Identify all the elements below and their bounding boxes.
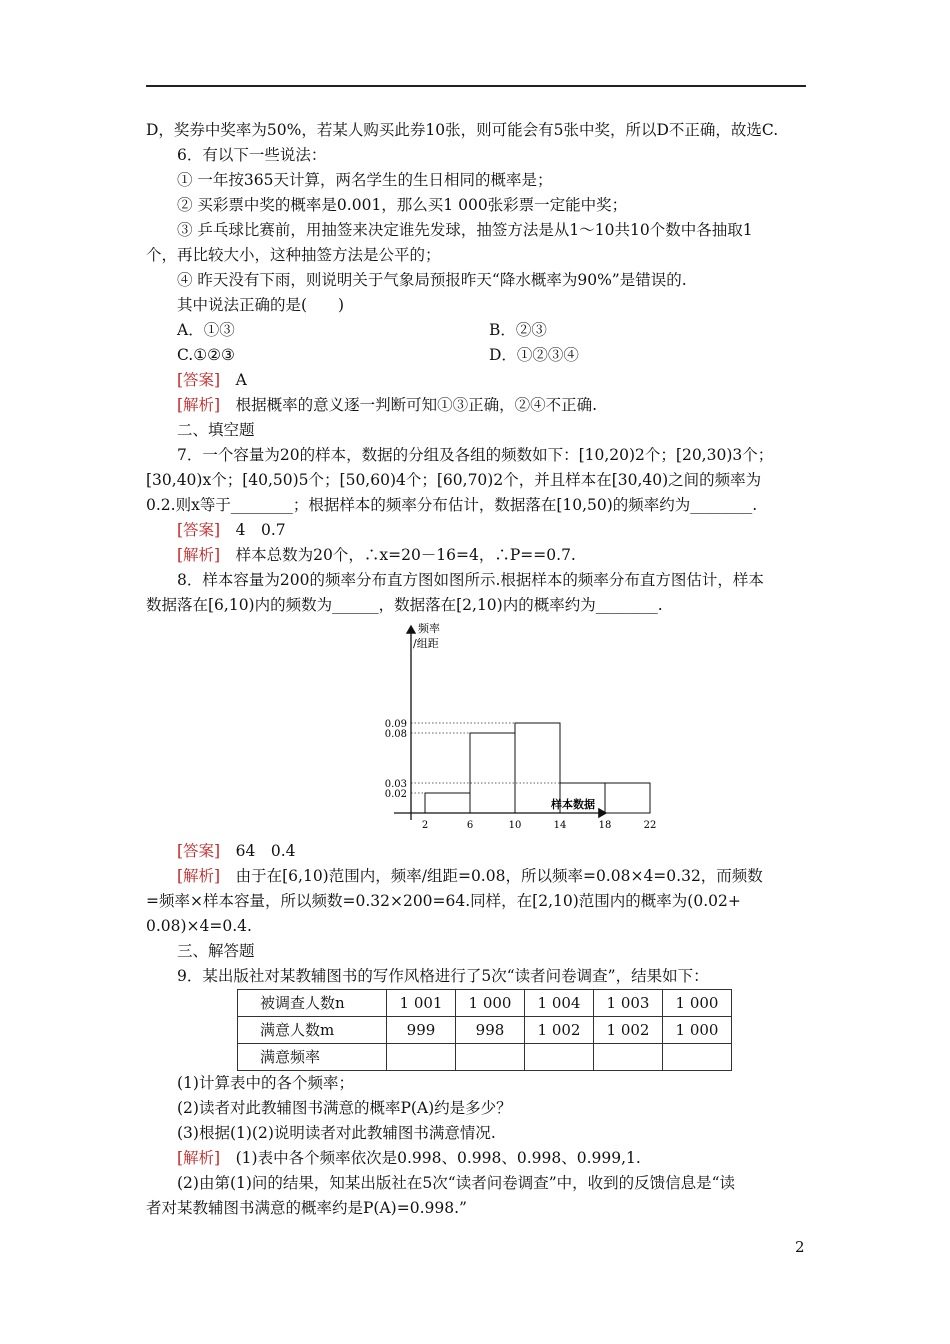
y-axis-label-top: 频率	[418, 622, 440, 635]
table-cell: 1 000	[456, 990, 525, 1017]
table-cell: 1 000	[663, 1017, 732, 1044]
analysis-text: 根据概率的意义逐一判断可知①③正确，②④不正确.	[235, 396, 598, 414]
histogram-figure	[146, 620, 808, 835]
options-row-1	[146, 318, 808, 343]
analysis-tag: [解析]	[177, 1149, 221, 1167]
table-cell	[387, 1044, 456, 1071]
question-6-prompt: 其中说法正确的是( )	[177, 296, 345, 314]
q7-analysis	[146, 543, 808, 568]
page-number: 2	[795, 1238, 805, 1256]
answer-tag: [答案]	[177, 842, 221, 860]
question-7-line-1: 7．一个容量为20的样本，数据的分组及各组的频数如下：[10,20)2个；[20,30)3个；	[177, 446, 774, 464]
option-b: B．②③	[489, 321, 547, 339]
question-7-line-2: [30,40)x个；[40,50)5个；[50,60)4个；[60,70)2个，并且样本在[30,40)之间的频率为	[146, 471, 762, 489]
text-line: D，奖券中奖率为50%，若某人购买此券10张，则可能会有5张中奖，所以D不正确，故选C.	[146, 121, 779, 139]
analysis-tag: [解析]	[177, 867, 221, 885]
table-row	[238, 1044, 732, 1071]
q9-analysis-line-3: 者对某教辅图书满意的概率约是P(A)=0.998.”	[146, 1199, 467, 1217]
section-heading-3: 三、解答题	[177, 942, 255, 960]
row-label: 满意人数m	[238, 1017, 387, 1044]
y-tick-label: 0.08	[384, 729, 407, 740]
q8-analysis-line-2: =频率×样本容量，所以频数=0.32×200=64.同样，在[2,10)范围内的概率为(0.02+	[146, 892, 741, 910]
table-cell: 999	[387, 1017, 456, 1044]
q9-sub-1: (1)计算表中的各个频率；	[177, 1074, 354, 1092]
y-tick-label: 0.02	[384, 789, 407, 800]
statement-3-cont: 个，再比较大小，这种抽签方法是公平的；	[146, 246, 441, 264]
answer-tag: [答案]	[177, 371, 221, 389]
histogram-bar	[425, 793, 470, 813]
q9-analysis-line-1	[146, 1146, 808, 1171]
row-label: 满意频率	[238, 1044, 387, 1071]
statement-1: ① 一年按365天计算，两名学生的生日相同的概率是；	[177, 171, 553, 189]
option-a: A．①③	[177, 321, 235, 339]
page-content	[146, 118, 808, 1221]
x-axis-label: 样本数据	[551, 798, 595, 811]
y-axis-label-bottom: /组距	[413, 637, 439, 650]
table-row	[238, 990, 732, 1017]
statement-4: ④ 昨天没有下雨，则说明关于气象局预报昨天“降水概率为90%”是错误的.	[177, 271, 687, 289]
x-tick-label: 10	[508, 820, 522, 831]
statement-2: ② 买彩票中奖的概率是0.001，那么买1 000张彩票一定能中奖；	[177, 196, 628, 214]
table-cell	[456, 1044, 525, 1071]
answer-tag: [答案]	[177, 521, 221, 539]
analysis-tag: [解析]	[177, 546, 221, 564]
answer-text: 4 0.7	[235, 521, 286, 539]
question-6: 6．有以下一些说法：	[177, 146, 327, 164]
answer-text: 64 0.4	[235, 842, 296, 860]
histogram-bar	[605, 783, 650, 813]
table-cell	[663, 1044, 732, 1071]
table-cell: 998	[456, 1017, 525, 1044]
analysis-tag: [解析]	[177, 396, 221, 414]
histogram-bar	[470, 733, 515, 813]
option-c: C.①②③	[177, 346, 235, 364]
question-7-line-3: 0.2.则x等于________；根据样本的频率分布估计，数据落在[10,50)的频率约为________.	[146, 496, 758, 514]
table-cell: 1 000	[663, 990, 732, 1017]
table-cell	[525, 1044, 594, 1071]
header-rule	[146, 85, 806, 87]
question-9-intro: 9．某出版社对某教辅图书的写作风格进行了5次“读者问卷调查”，结果如下：	[177, 967, 709, 985]
x-tick-label: 22	[643, 820, 657, 831]
q6-analysis	[146, 393, 808, 418]
q7-answer	[146, 518, 808, 543]
table-cell: 1 003	[594, 990, 663, 1017]
table-row	[238, 1017, 732, 1044]
table-cell: 1 001	[387, 990, 456, 1017]
x-tick-label: 14	[553, 820, 567, 831]
question-8-line-2: 数据落在[6,10)内的频数为______，数据落在[2,10)内的概率约为________.	[146, 596, 663, 614]
statement-3: ③ 乒乓球比赛前，用抽签来决定谁先发球，抽签方法是从1～10共10个数中各抽取1	[177, 221, 753, 239]
x-tick-label: 2	[421, 820, 429, 831]
histogram-chart	[374, 620, 754, 835]
y-tick-label: 0.03	[384, 779, 407, 790]
table-cell: 1 002	[594, 1017, 663, 1044]
option-d: D．①②③④	[489, 346, 579, 364]
x-tick-label: 6	[466, 820, 474, 831]
q8-answer	[146, 839, 808, 864]
y-tick-label: 0.09	[384, 719, 407, 730]
analysis-text: 由于在[6,10)范围内，频率/组距=0.08，所以频率=0.08×4=0.32，而频数	[235, 867, 763, 885]
options-row-2	[146, 343, 808, 368]
x-tick-label: 18	[598, 820, 612, 831]
q8-analysis-line-1	[146, 864, 808, 889]
answer-text: A	[235, 371, 247, 389]
table-cell: 1 002	[525, 1017, 594, 1044]
question-8-line-1: 8．样本容量为200的频率分布直方图如图所示.根据样本的频率分布直方图估计，样本	[177, 571, 764, 589]
section-heading-2: 二、填空题	[177, 421, 255, 439]
survey-table	[237, 989, 732, 1071]
row-label: 被调查人数n	[238, 990, 387, 1017]
q9-sub-2: (2)读者对此教辅图书满意的概率P(A)约是多少？	[177, 1099, 512, 1117]
q8-analysis-line-3: 0.08)×4=0.4.	[146, 917, 252, 935]
table-cell	[594, 1044, 663, 1071]
analysis-text: 样本总数为20个，∴x=20－16=4，∴P==0.7.	[235, 546, 576, 564]
q6-answer	[146, 368, 808, 393]
analysis-text: (1)表中各个频率依次是0.998、0.998、0.998、0.999,1.	[235, 1149, 641, 1167]
q9-analysis-line-2: (2)由第(1)问的结果，知某出版社在5次“读者问卷调查”中，收到的反馈信息是“读	[177, 1174, 736, 1192]
table-cell: 1 004	[525, 990, 594, 1017]
q9-sub-3: (3)根据(1)(2)说明读者对此教辅图书满意情况.	[177, 1124, 496, 1142]
